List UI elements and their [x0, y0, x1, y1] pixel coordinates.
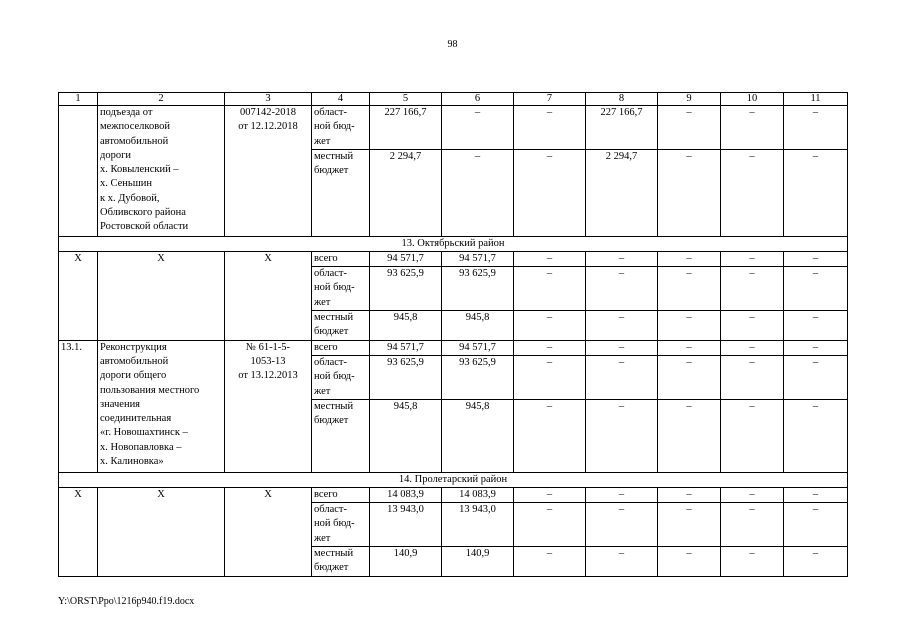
funding-source-cell [312, 149, 370, 236]
funding-source-line: бюджет [314, 415, 349, 427]
value-cell: – [514, 267, 586, 311]
value-cell: 94 571,7 [370, 340, 442, 355]
value-cell: – [514, 355, 586, 399]
value-cell: – [586, 503, 658, 547]
value-cell: – [586, 355, 658, 399]
value-cell: – [514, 106, 586, 150]
value-cell: – [784, 399, 848, 472]
value-cell: – [586, 547, 658, 577]
col-header: 6 [442, 93, 514, 106]
col-header: 2 [98, 93, 225, 106]
value-cell: – [784, 149, 848, 236]
funding-source-line: ной бюд- [314, 121, 355, 133]
funding-source-line: местный [314, 150, 354, 162]
funding-source-line: област- [314, 268, 347, 280]
object-name-line: дороги общего [100, 370, 167, 382]
value-cell: 93 625,9 [442, 355, 514, 399]
value-cell: – [658, 355, 721, 399]
funding-source-cell [312, 251, 370, 266]
value-cell: 93 625,9 [370, 355, 442, 399]
funding-source-line: ной бюд- [314, 282, 355, 294]
object-name-cell [98, 106, 225, 237]
object-name-line: пользования местного [100, 384, 200, 396]
object-name-line: х. Новопавловка – [100, 441, 182, 453]
funding-source-cell [312, 106, 370, 150]
section-heading: 14. Пролетарский район [59, 472, 848, 487]
value-cell: 2 294,7 [586, 149, 658, 236]
value-cell: – [514, 251, 586, 266]
object-name-line: х. Ковыленский – [100, 164, 179, 176]
funding-source-line: бюджет [314, 562, 349, 574]
value-cell: 14 083,9 [370, 487, 442, 502]
document-line: 007142-2018 [240, 107, 296, 118]
value-cell: 93 625,9 [442, 267, 514, 311]
object-name-line: к х. Дубовой, [100, 192, 160, 204]
column-number-row [59, 93, 848, 106]
col-header: 5 [370, 93, 442, 106]
value-cell: – [514, 399, 586, 472]
object-name-line: «г. Новошахтинск – [100, 427, 188, 439]
document-cell [225, 340, 312, 472]
funding-source-cell [312, 399, 370, 472]
funding-source-line: област- [314, 356, 347, 368]
funding-source-line: жет [314, 385, 331, 397]
funding-source-cell [312, 340, 370, 355]
value-cell: 227 166,7 [586, 106, 658, 150]
col-header: 3 [225, 93, 312, 106]
section-heading: 13. Октябрьский район [59, 236, 848, 251]
value-cell: – [721, 106, 784, 150]
object-name-line: Ростовской области [100, 221, 189, 233]
value-cell: – [784, 547, 848, 577]
document-line: от 13.12.2013 [238, 370, 298, 382]
value-cell: – [784, 311, 848, 341]
value-cell: – [658, 547, 721, 577]
table-row [59, 340, 848, 355]
value-cell: – [721, 487, 784, 502]
value-cell: – [658, 311, 721, 341]
funding-source-line: всего [314, 341, 338, 353]
value-cell: – [442, 149, 514, 236]
value-cell: – [721, 503, 784, 547]
object-name-line: соединительная [100, 413, 172, 425]
document-line: № 61-1-5- [245, 341, 291, 353]
value-cell: – [514, 340, 586, 355]
funding-source-cell [312, 311, 370, 341]
funding-source-cell [312, 267, 370, 311]
document-line: 1053-13 [250, 355, 286, 367]
funding-source-cell [312, 503, 370, 547]
col-header: 1 [59, 93, 98, 106]
funding-source-line: местный [314, 400, 354, 412]
value-cell: – [658, 487, 721, 502]
funding-source-cell [312, 355, 370, 399]
col-header: 9 [658, 93, 721, 106]
value-cell: 227 166,7 [370, 106, 442, 150]
value-cell: 140,9 [370, 547, 442, 577]
value-cell: – [514, 547, 586, 577]
value-cell: – [721, 251, 784, 266]
funding-source-line: ной бюд- [314, 371, 355, 383]
section-heading-row [59, 236, 848, 251]
value-cell: – [658, 149, 721, 236]
funding-source-line: жет [314, 532, 331, 544]
value-cell: 13 943,0 [370, 503, 442, 547]
value-cell: 94 571,7 [442, 251, 514, 266]
value-cell: – [721, 267, 784, 311]
object-name-line: автомобильной [100, 135, 169, 147]
col-header: 4 [312, 93, 370, 106]
value-cell: – [514, 487, 586, 502]
value-cell: – [784, 340, 848, 355]
value-cell: – [514, 503, 586, 547]
value-cell: – [784, 503, 848, 547]
document-cell: Х [225, 251, 312, 340]
value-cell: – [586, 399, 658, 472]
table-row [59, 487, 848, 502]
file-path-footer: Y:\ORST\Ppo\1216p940.f19.docx [58, 596, 195, 607]
object-name-line: Реконструкция [100, 341, 167, 353]
value-cell: – [586, 251, 658, 266]
page-number: 98 [447, 39, 458, 50]
value-cell: – [658, 340, 721, 355]
value-cell: – [658, 251, 721, 266]
funding-source-line: бюджет [314, 165, 349, 177]
value-cell: – [586, 267, 658, 311]
value-cell: 94 571,7 [370, 251, 442, 266]
value-cell: – [442, 106, 514, 150]
object-name-line: Обливского района [100, 207, 186, 219]
value-cell: 93 625,9 [370, 267, 442, 311]
col-header: 8 [586, 93, 658, 106]
value-cell: – [721, 355, 784, 399]
value-cell: – [721, 311, 784, 341]
col-header: 7 [514, 93, 586, 106]
funding-source-cell [312, 547, 370, 577]
object-name-line: подъезда от [100, 107, 153, 118]
value-cell: – [658, 267, 721, 311]
value-cell: 945,8 [442, 399, 514, 472]
value-cell: 13 943,0 [442, 503, 514, 547]
funding-source-line: жет [314, 296, 331, 308]
funding-source-cell [312, 487, 370, 502]
value-cell: 945,8 [370, 399, 442, 472]
value-cell: – [721, 547, 784, 577]
value-cell: – [784, 106, 848, 150]
item-number-cell [59, 106, 98, 237]
item-number-cell: 13.1. [59, 340, 98, 472]
value-cell: – [658, 399, 721, 472]
object-name-line: межпоселковой [100, 121, 170, 133]
object-name-line: автомобильной [100, 355, 169, 367]
value-cell: 2 294,7 [370, 149, 442, 236]
value-cell: – [784, 251, 848, 266]
document-line: от 12.12.2018 [238, 121, 298, 133]
funding-source-line: бюджет [314, 326, 349, 338]
funding-source-line: местный [314, 548, 354, 560]
value-cell: 945,8 [442, 311, 514, 341]
document-cell [225, 106, 312, 237]
funding-source-line: ной бюд- [314, 518, 355, 530]
value-cell: – [586, 311, 658, 341]
object-name-cell: Х [98, 487, 225, 576]
col-header: 11 [784, 93, 848, 106]
funding-source-line: област- [314, 504, 347, 516]
col-header: 10 [721, 93, 784, 106]
value-cell: – [658, 106, 721, 150]
object-name-line: значения [100, 398, 141, 410]
value-cell: – [784, 267, 848, 311]
object-name-cell [98, 340, 225, 472]
value-cell: – [721, 149, 784, 236]
value-cell: – [514, 311, 586, 341]
value-cell: – [784, 487, 848, 502]
object-name-cell: Х [98, 251, 225, 340]
value-cell: 14 083,9 [442, 487, 514, 502]
value-cell: – [586, 340, 658, 355]
object-name-line: х. Калиновка» [100, 456, 164, 468]
table-row [59, 251, 848, 266]
object-name-line: х. Сеньшин [100, 178, 153, 190]
value-cell: 140,9 [442, 547, 514, 577]
value-cell: 94 571,7 [442, 340, 514, 355]
table-row [59, 106, 848, 150]
funding-source-line: всего [314, 488, 338, 500]
funding-source-line: област- [314, 107, 347, 118]
value-cell: – [658, 503, 721, 547]
budget-table [58, 92, 848, 577]
value-cell: 945,8 [370, 311, 442, 341]
value-cell: – [721, 399, 784, 472]
funding-source-line: всего [314, 252, 338, 264]
value-cell: – [784, 355, 848, 399]
funding-source-line: местный [314, 312, 354, 324]
value-cell: – [514, 149, 586, 236]
item-number-cell: Х [59, 487, 98, 576]
value-cell: – [586, 487, 658, 502]
value-cell: – [721, 340, 784, 355]
funding-source-line: жет [314, 135, 331, 147]
item-number-cell: Х [59, 251, 98, 340]
object-name-line: дороги [100, 149, 132, 161]
section-heading-row [59, 472, 848, 487]
document-cell: Х [225, 487, 312, 576]
